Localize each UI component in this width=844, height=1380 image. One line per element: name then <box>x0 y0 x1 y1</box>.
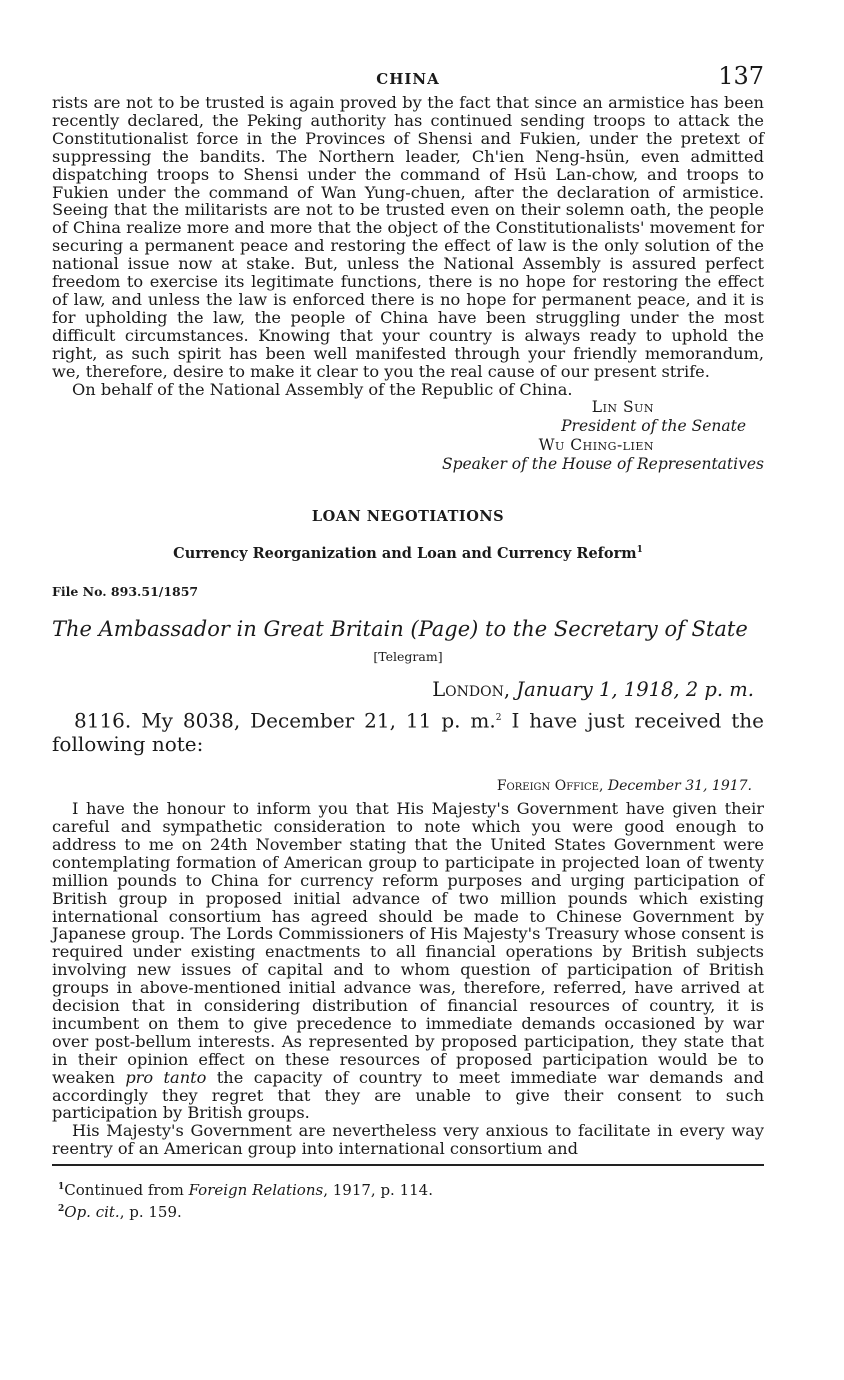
footnote-marker: 2 <box>58 1204 65 1215</box>
footnote-marker: 2 <box>495 713 502 724</box>
telegram-opening-text: 8116. My 8038, December 21, 11 p. m. <box>74 709 496 734</box>
note-italic-phrase: pro tanto <box>125 1067 207 1087</box>
footnote-marker: 1 <box>636 545 643 556</box>
signatory-name: Lin Sun <box>591 398 654 417</box>
document-type: [Telegram] <box>373 649 443 665</box>
signatory-title: President of the Senate <box>561 417 746 436</box>
dateline <box>52 678 764 701</box>
signatory-title: Speaker of the House of Representatives <box>441 455 764 474</box>
dateline-place: London, <box>432 678 511 702</box>
telegram-opening <box>52 707 764 756</box>
note-paragraph-text: I have the honour to inform you that His Majesty's Government have given their careful and sympathetic consideration to note which you were good enough to address to me on 24th November stating that the United States Government were contemplating formation of American group to participate in projected loan of twenty million pounds to China for currency reform purposes and urging participation of British group in proposed initial advance of two million pounds which existing international consortium has agreed should be made to Chinese Government by Japanese group. The Lords Commissioners of His Majesty's Treasury whose consent is required under existing enactments to all financial operations by British subjects involving new issues of capital and to whom question of participation of British groups in above-mentioned initial advance was, therefore, referred, have arrived at decision that in considering distribution of financial resources of country, it is incumbent on them to give precedence to immediate demands occasioned by war over post-bellum interests. As represented by proposed participation, they state that in their opinion effect on these resources of proposed participation would be to weaken <box>52 799 764 1087</box>
note-date: December 31, 1917. <box>607 778 752 795</box>
footnote-text-end: , 1917, p. 114. <box>323 1181 433 1200</box>
note-paragraph-text-end: the capacity of country to meet immediate war demands and accordingly they regret that they are unable to give their consent to such participation by British groups. <box>52 1067 765 1123</box>
subheading-text: Currency Reorganization and Loan and Currency Reform <box>173 545 637 563</box>
footnote-text-end: , p. 159. <box>119 1203 182 1222</box>
continued-paragraph: rists are not to be trusted is again proved by the fact that since an armistice has been recently declared, the Peking authority has continued sending troops to attack the Constitutionalist force in the Provinces of Shensi and Fukien, under the pretext of suppressing the bandits. The Northern leader, Ch'ien Neng-hsün, even admitted dispatching troops to Shensi under the command of Hsü Lan-chow, and troops to Fukien under the command of Wan Yung-chuen, after the declaration of armistice. Seeing that the militarists are not to be trusted even on their solemn oath, the people of China realize more and more that the object of the Constitutionalists' movement for securing a permanent peace and restoring the effect of law is the only solution of the national issue now at stake. But, unless the National Assembly is assured perfect freedom to exercise its legitimate functions, there is no hope for restoring the effect of law, and unless the law is enforced there is no hope for permanent peace, and it is for upholding the law, the people of China have been struggling under the most difficult circumstances. Knowing that your country is always ready to uphold the right, as such spirit has been well manifested through your friendly memorandum, we, therefore, desire to make it clear to you the real cause of our present strife. <box>52 93 764 381</box>
dateline-date: January 1, 1918, 2 p. m. <box>516 678 754 702</box>
footnote-marker: 1 <box>58 1182 65 1193</box>
note-paragraph: His Majesty's Government are nevertheless very anxious to facilitate in every way reentry of an American group into international consortium and <box>52 1121 764 1159</box>
running-title: CHINA <box>376 70 440 88</box>
footnote-italic: Foreign Relations <box>188 1181 324 1200</box>
file-number: File No. 893.51/1857 <box>52 584 199 600</box>
section-heading: LOAN NEGOTIATIONS <box>311 508 505 526</box>
signature-block <box>52 398 764 474</box>
note-place: Foreign Office, <box>496 778 604 795</box>
document-title: The Ambassador in Great Britain (Page) to the Secretary of State <box>52 617 748 642</box>
footnote <box>58 1200 764 1222</box>
section-subheading <box>52 545 764 562</box>
page-number: 137 <box>718 62 764 90</box>
closing-line: On behalf of the National Assembly of the Republic of China. <box>72 379 573 399</box>
note-paragraph <box>52 800 764 1122</box>
note-dateline <box>52 778 764 794</box>
footnote-rule <box>52 1164 764 1166</box>
footnote <box>58 1178 764 1200</box>
footnote-text: Continued from <box>64 1181 189 1200</box>
footnote-italic: Op. cit. <box>64 1203 120 1222</box>
document-page <box>52 62 764 1222</box>
footnotes <box>52 1178 764 1222</box>
telegram-opening-text-end: I have just received the following note: <box>52 709 764 757</box>
signatory-name: Wu Ching-lien <box>538 436 654 455</box>
running-head <box>52 62 764 94</box>
